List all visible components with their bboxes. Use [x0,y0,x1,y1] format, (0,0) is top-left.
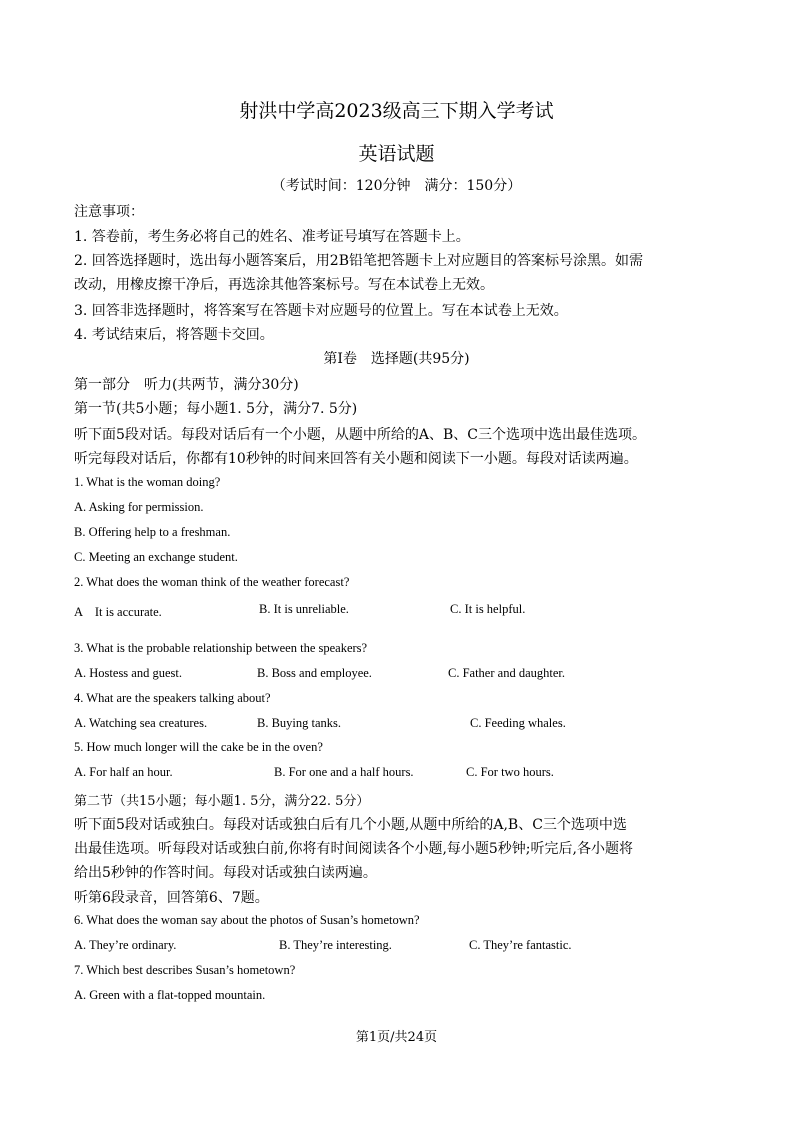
listen-instruction: 听第6段录音，回答第6、7题。 [74,890,269,906]
option-a: A. Watching sea creatures. [74,716,208,730]
question-stem: 7. Which best describes Susan’s hometown? [74,963,296,977]
notice-item: 3. 回答非选择题时，将答案写在答题卡对应题号的位置上。写在本试卷上无效。 [74,303,568,319]
section2-instruction: 给出5秒钟的作答时间。每段对话或独白读两遍。 [74,865,377,881]
option-a: A. Asking for permission. [74,500,204,514]
option-c: C. It is helpful. [450,602,526,616]
question-stem: 1. What is the woman doing? [74,475,221,489]
option-a: A. Green with a flat-topped mountain. [74,988,266,1002]
option-a: A. For half an hour. [74,765,173,779]
notice-item: 改动，用橡皮擦干净后，再选涂其他答案标号。写在本试卷上无效。 [74,277,494,293]
option-b: B. Offering help to a freshman. [74,525,231,539]
section1-instruction: 听完每段对话后，你都有10秒钟的时间来回答有关小题和阅读下一小题。每段对话读两遍。 [74,451,638,467]
section1-instruction: 听下面5段对话。每段对话后有一个小题，从题中所给的A、B、C三个选项中选出最佳选项。 [74,427,647,443]
question-stem: 6. What does the woman say about the photos of Susan’s hometown? [74,913,420,927]
option-c: C. For two hours. [466,765,554,779]
notice-item: 1. 答卷前，考生务必将自己的姓名、准考证号填写在答题卡上。 [74,229,470,245]
section2-instruction: 出最佳选项。听每段对话或独白前,你将有时间阅读各个小题,每小题5秒钟;听完后,各小题将 [74,841,633,857]
part1-title: 第一部分 听力(共两节，满分30分) [74,377,299,393]
notice-item: 4. 考试结束后，将答题卡交回。 [74,327,274,343]
option-b: B. It is unreliable. [259,602,349,616]
exam-title: 射洪中学高2023级高三下期入学考试 [239,100,554,122]
option-c: C. Father and daughter. [448,666,565,680]
option-a: A It is accurate. [74,605,162,619]
exam-info: （考试时间：120分钟 满分：150分） [271,178,522,194]
option-c: C. They’re fantastic. [469,938,572,952]
question-stem: 3. What is the probable relationship between the speakers? [74,641,368,655]
section1-title: 第一节(共5小题；每小题1. 5分，满分7. 5分) [74,401,358,417]
notice-heading: 注意事项： [74,204,144,220]
notice-item: 2. 回答选择题时，选出每小题答案后，用2B铅笔把答题卡上对应题目的答案标号涂黑。如需 [74,253,644,269]
option-b: B. Boss and employee. [257,666,372,680]
option-c: C. Feeding whales. [470,716,566,730]
question-stem: 5. How much longer will the cake be in the oven? [74,740,323,754]
option-b: B. Buying tanks. [257,716,342,730]
option-b: B. They’re interesting. [279,938,392,952]
option-c: C. Meeting an exchange student. [74,550,238,564]
question-stem: 2. What does the woman think of the weather forecast? [74,575,350,589]
question-stem: 4. What are the speakers talking about? [74,691,271,705]
section2-title: 第二节（共15小题；每小题1. 5分，满分22. 5分） [74,794,370,809]
subject-title: 英语试题 [358,143,435,165]
option-b: B. For one and a half hours. [274,765,414,779]
option-a: A. Hostess and guest. [74,666,182,680]
page-number: 第1页/共24页 [355,1030,438,1045]
volume-title: 第I卷 选择题(共95分) [323,351,470,367]
option-a: A. They’re ordinary. [74,938,177,952]
section2-instruction: 听下面5段对话或独白。每段对话或独白后有几个小题,从题中所给的A,B、C三个选项中选 [74,817,627,833]
